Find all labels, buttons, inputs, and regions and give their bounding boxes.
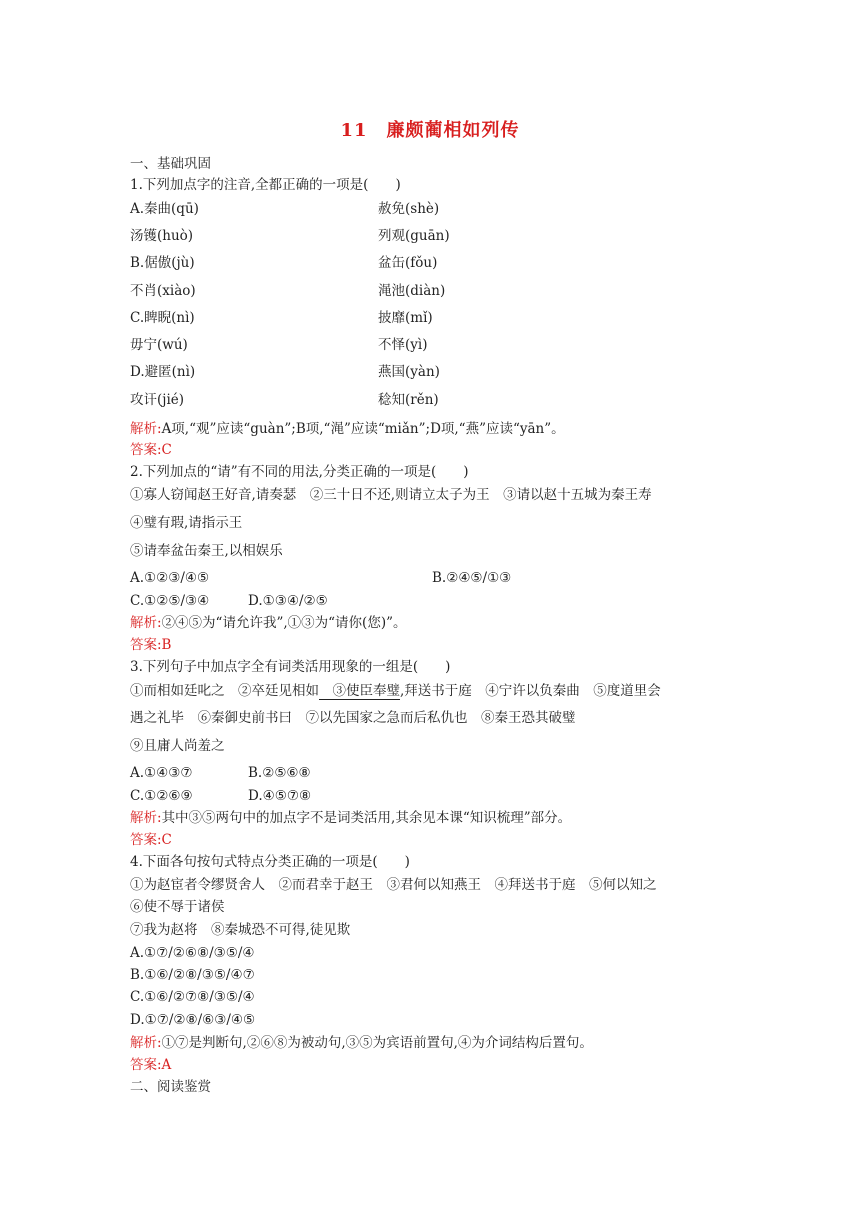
q4-option-b: B.①⑥/②⑧/③⑤/④⑦ <box>130 967 255 983</box>
q3-answer: 答案:C <box>130 832 172 848</box>
q1-c-item2: 披靡(mǐ) <box>378 310 433 326</box>
explanation-text: A项,“观”应读“guàn”;B项,“渑”应读“miǎn”;D项,“燕”应读“yān”。 <box>161 421 565 437</box>
q4-option-c: C.①⑥/②⑦⑧/③⑤/④ <box>130 989 255 1005</box>
q1-option-b-row2 <box>130 282 446 300</box>
q1-b-item1: B.倨傲(jù) <box>130 255 195 271</box>
q2-line1: ①寡人窃闻赵王好音,请奏瑟 ②三十日不还,则请立太子为王 ③请以赵十五城为秦王寿 <box>130 487 652 503</box>
q1-d-item1: D.避匿(nì) <box>130 364 196 380</box>
q4-answer: 答案:A <box>130 1057 172 1073</box>
section-heading-reading: 二、阅读鉴赏 <box>130 1079 211 1095</box>
section-heading-basic: 一、基础巩固 <box>130 156 211 172</box>
q2-options-row1 <box>130 569 512 587</box>
q1-option-d-row1 <box>130 363 440 381</box>
explanation-label: 解析: <box>130 615 162 631</box>
q3-option-d: D.④⑤⑦⑧ <box>248 788 312 804</box>
q2-stem: 2.下列加点的“请”有不同的用法,分类正确的一项是( ) <box>130 464 469 480</box>
q2-explanation <box>130 614 407 632</box>
q1-option-c-row1 <box>130 309 433 327</box>
q3-option-b: B.②⑤⑥⑧ <box>248 765 311 781</box>
q1-d-item3: 攻讦(jié) <box>130 392 185 408</box>
q1-option-b-row1 <box>130 254 438 272</box>
explanation-label: 解析: <box>130 421 162 437</box>
q3-option-c: C.①②⑥⑨ <box>130 788 193 804</box>
q4-explanation <box>130 1034 593 1052</box>
q3-line1-part2: ,拜送书于庭 ④宁许以负秦曲 ⑤度道里会 <box>400 683 661 699</box>
q2-option-a: A.①②③/④⑤ <box>130 570 210 586</box>
q3-option-a: A.①④③⑦ <box>130 765 193 781</box>
q3-options-row2 <box>130 787 312 805</box>
q1-option-c-row2 <box>130 336 428 354</box>
q4-line2: ⑥使不辱于诸侯 <box>130 899 225 915</box>
q4-line1: ①为赵宦者令缪贤舍人 ②而君幸于赵王 ③君何以知燕王 ④拜送书于庭 ⑤何以知之 <box>130 877 657 893</box>
q4-line3: ⑦我为赵将 ⑧秦城恐不可得,徒见欺 <box>130 922 351 938</box>
q2-option-c: C.①②⑤/③④ <box>130 593 210 609</box>
q3-line2: 遇之礼毕 ⑥秦御史前书曰 ⑦以先国家之急而后私仇也 ⑧秦王恐其破璧 <box>130 710 576 726</box>
q1-d-item4: 稔知(rěn) <box>378 392 439 408</box>
q1-stem: 1.下列加点字的注音,全都正确的一项是( ) <box>130 177 401 193</box>
q2-options-row2 <box>130 592 328 610</box>
q3-line1-part1: ①而相如廷叱之 ②卒廷见相如 <box>130 683 319 699</box>
q1-option-a-row1 <box>130 200 440 218</box>
q1-explanation <box>130 420 565 438</box>
q1-c-item1: C.睥睨(nì) <box>130 310 195 326</box>
q3-line1-underlined: ③使臣奉璧 <box>319 683 400 699</box>
q1-d-item2: 燕国(yàn) <box>378 364 440 380</box>
q2-option-d: D.①③④/②⑤ <box>248 593 328 609</box>
q3-line1 <box>130 682 661 700</box>
explanation-text: 其中③⑤两句中的加点字不是词类活用,其余见本课“知识梳理”部分。 <box>161 810 572 826</box>
q2-answer: 答案:B <box>130 637 172 653</box>
q3-options-row1 <box>130 764 311 782</box>
q1-b-item3: 不肖(xiào) <box>130 283 196 299</box>
explanation-label: 解析: <box>130 1035 162 1051</box>
q1-a-item2: 赦免(shè) <box>378 201 440 217</box>
q3-line3: ⑨且庸人尚羞之 <box>130 738 225 754</box>
q4-option-d: D.①⑦/②⑧/⑥③/④⑤ <box>130 1012 256 1028</box>
q1-a-item4: 列观(guān) <box>378 228 450 244</box>
q2-line3: ⑤请奉盆缶秦王,以相娱乐 <box>130 543 283 559</box>
q1-b-item4: 渑池(diàn) <box>378 283 446 299</box>
q1-answer: 答案:C <box>130 442 172 458</box>
page-title: 11 廉颇蔺相如列传 <box>340 120 520 141</box>
q1-a-item3: 汤镬(huò) <box>130 228 194 244</box>
q1-c-item4: 不怿(yì) <box>378 337 428 353</box>
q4-stem: 4.下面各句按句式特点分类正确的一项是( ) <box>130 854 410 870</box>
q1-option-a-row2 <box>130 227 450 245</box>
explanation-text: ②④⑤为“请允许我”,①③为“请你(您)”。 <box>161 615 407 631</box>
q1-a-item1: A.秦曲(qū) <box>130 201 199 217</box>
explanation-label: 解析: <box>130 810 162 826</box>
explanation-text: ①⑦是判断句,②⑥⑧为被动句,③⑤为宾语前置句,④为介词结构后置句。 <box>161 1035 593 1051</box>
q2-option-b: B.②④⑤/①③ <box>432 570 512 586</box>
q3-stem: 3.下列句子中加点字全有词类活用现象的一组是( ) <box>130 659 451 675</box>
q3-explanation <box>130 809 571 827</box>
q1-b-item2: 盆缶(fǒu) <box>378 255 438 271</box>
q1-option-d-row2 <box>130 391 439 409</box>
q4-option-a: A.①⑦/②⑥⑧/③⑤/④ <box>130 945 255 961</box>
q1-c-item3: 毋宁(wú) <box>130 337 188 353</box>
q2-line2: ④璧有瑕,请指示王 <box>130 515 243 531</box>
